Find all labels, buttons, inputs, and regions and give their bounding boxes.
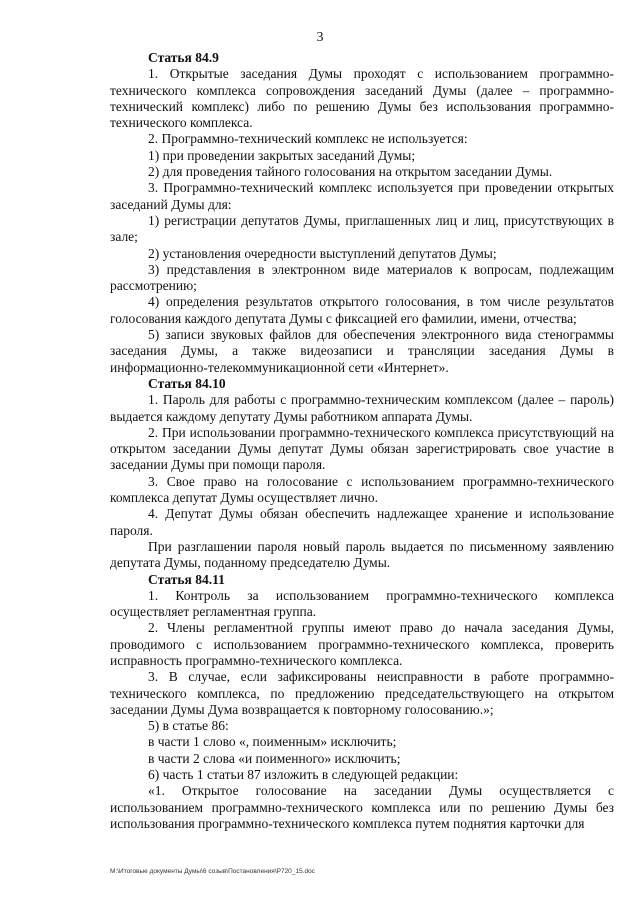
article-heading: Статья 84.10 <box>148 375 226 391</box>
document-body <box>110 50 614 832</box>
paragraph: 3. Программно-технический комплекс используется при проведении открытых заседаний Думы для: <box>110 180 614 212</box>
paragraph: 3. Свое право на голосование с использованием программно-технического комплекса депутат Думы осуществляет лично. <box>110 473 614 506</box>
file-path-footer: M:\Итоговые документы Думы\6 созыв\Постановления\Р720_15.doc <box>110 868 315 875</box>
paragraph: 1. Пароль для работы с программно-техническим комплексом (далее – пароль) выдается каждому депутату Думы работником аппарата Думы. <box>110 392 614 424</box>
paragraph: При разглашении пароля новый пароль выдается по письменному заявлению депутата Думы, поданному председателю Думы. <box>110 538 614 571</box>
paragraph: в части 2 слова «и поименного» исключить; <box>148 750 401 766</box>
paragraph: 2) для проведения тайного голосования на открытом заседании Думы. <box>148 164 553 180</box>
paragraph: 3. В случае, если зафиксированы неисправности в работе программно-технического комплекса, по предложению председательствующего на открытом заседании Думы Дума возвращается к повторному голосованию.»; <box>110 669 614 717</box>
paragraph: 5) в статье 86: <box>148 718 229 734</box>
paragraph: 4. Депутат Думы обязан обеспечить надлежащее хранение и использование пароля. <box>110 506 614 538</box>
article-heading: Статья 84.11 <box>148 571 225 587</box>
paragraph: 1. Открытые заседания Думы проходят с использованием программно-технического комплекса сопровождения заседаний Думы (далее – программно-технический комплекс) либо по решению Думы без использования программно-технического комплекса. <box>110 66 614 131</box>
paragraph: 2) установления очередности выступлений депутатов Думы; <box>148 245 497 261</box>
paragraph: 4) определения результатов открытого голосования, в том числе результатов голосования каждого депутата Думы с фиксацией его фамилии, имени, отчества; <box>110 294 614 326</box>
paragraph: 2. Программно-технический комплекс не используется: <box>148 131 468 147</box>
paragraph: 2. Члены регламентной группы имеют право до начала заседания Думы, проводимого с использованием программно-технического комплекса, проверить исправность программно-технического комплекса. <box>110 620 614 668</box>
paragraph: 5) записи звуковых файлов для обеспечения электронного вида стенограммы заседания Думы, а также видеозаписи и трансляции заседания Думы в информационно-телекоммуникационной сети «Интернет». <box>110 327 614 375</box>
paragraph: 1. Контроль за использованием программно-технического комплекса осуществляет регламентная группа. <box>110 587 614 620</box>
paragraph: 1) при проведении закрытых заседаний Думы; <box>148 147 416 163</box>
paragraph: «1. Открытое голосование на заседании Думы осуществляется с использованием программно-технического комплекса или по решению Думы без использования программно-технического комплекса путем поднятия карточки для <box>110 783 614 831</box>
paragraph: в части 1 слово «, поименным» исключить; <box>148 734 397 750</box>
article-heading: Статья 84.9 <box>148 50 219 65</box>
paragraph: 1) регистрации депутатов Думы, приглашенных лиц и лиц, присутствующих в зале; <box>110 212 614 245</box>
paragraph: 2. При использовании программно-технического комплекса присутствующий на открытом заседании Думы депутат Думы обязан зарегистрировать свое участие в заседании Думы при помощи пароля. <box>110 424 614 473</box>
paragraph: 3) представления в электронном виде материалов к вопросам, подлежащим рассмотрению; <box>110 261 614 294</box>
paragraph: 6) часть 1 статьи 87 изложить в следующей редакции: <box>148 767 459 783</box>
page-number: 3 <box>316 30 324 45</box>
